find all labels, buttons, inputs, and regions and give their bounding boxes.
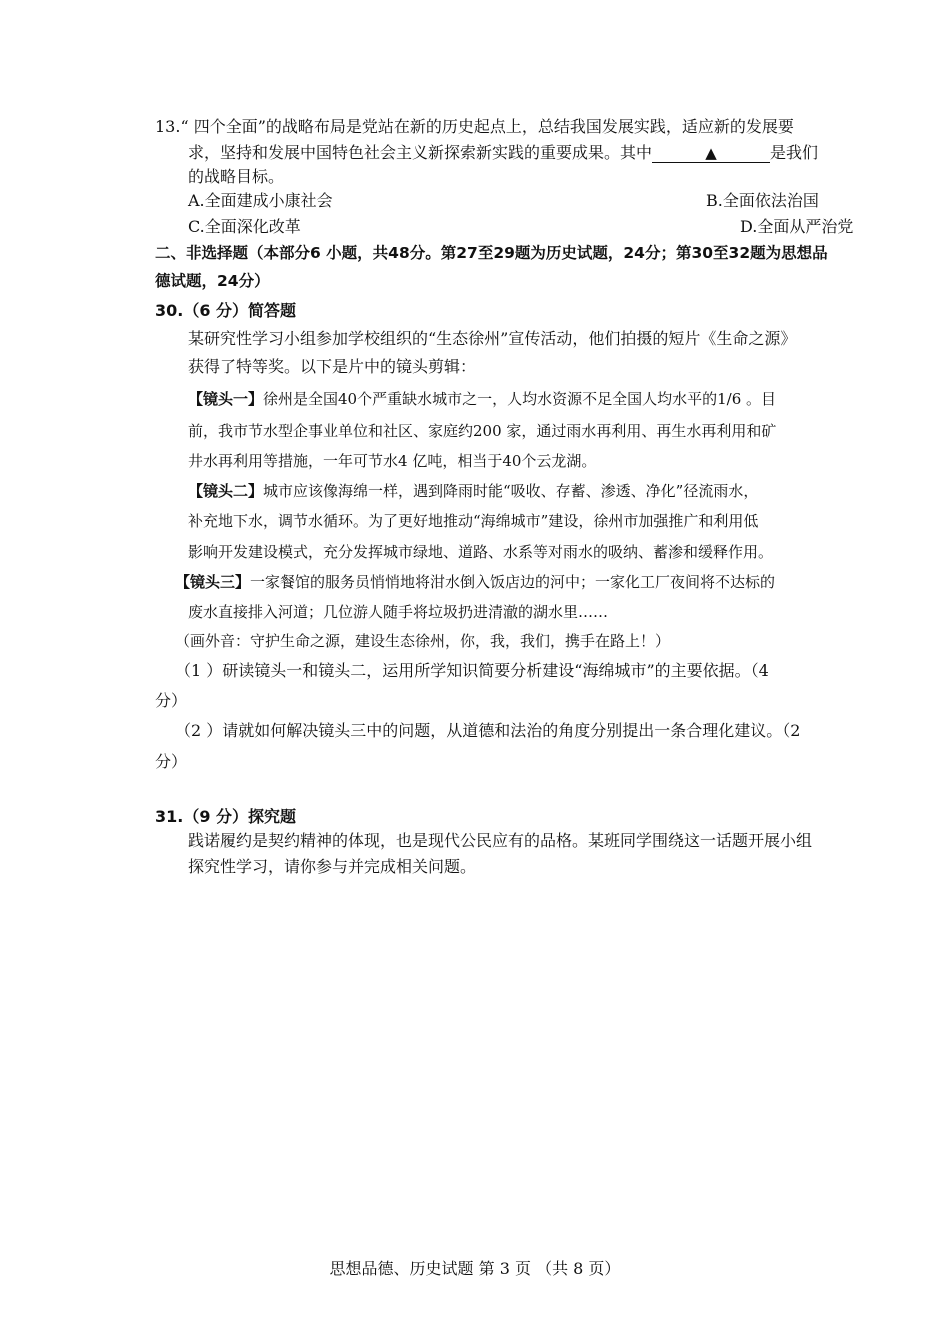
q30-intro-line-2: 获得了特等奖。以下是片中的镜头剪辑： (188, 357, 477, 376)
q13-line-3: 的战略目标。 (188, 167, 285, 186)
shot-1-label: 【镜头一】 (188, 390, 264, 408)
q13-option-b: B.全面依法治国 (706, 191, 819, 210)
q30-sub-1-line-1: （1 ）研读镜头一和镜头二，运用所学知识简要分析建设“海绵城市”的主要依据。（4 (175, 661, 769, 680)
shot-3-line-1 (175, 571, 775, 593)
shot-1-line-1 (188, 388, 776, 410)
shot-2-line-1 (188, 480, 758, 502)
q13-option-a: A.全面建成小康社会 (188, 191, 333, 210)
shot-3-text-1: 一家餐馆的服务员悄悄地将泔水倒入饭店边的河中；一家化工厂夜间将不达标的 (250, 573, 776, 591)
q30-sub-1-line-2: 分） (155, 691, 188, 710)
shot-3-label: 【镜头三】 (175, 573, 251, 591)
answer-blank (652, 144, 770, 163)
q13-line-2 (188, 142, 818, 164)
shot-2-line-2: 补充地下水，调节水循环。为了更好地推动“海绵城市”建设，徐州市加强推广和利用低 (188, 512, 759, 530)
shot-3-line-2: 废水直接排入河道；几位游人随手将垃圾扔进清澈的湖水里…… (188, 603, 609, 621)
q13-line-2-pre: 求，坚持和发展中国特色社会主义新探索新实践的重要成果。其中 (188, 143, 653, 162)
shot-1-line-3: 井水再利用等措施，一年可节水4 亿吨，相当于40个云龙湖。 (188, 452, 597, 470)
shot-1-text-1: 徐州是全国40个严重缺水城市之一，人均水资源不足全国人均水平的1/6 。目 (263, 390, 777, 408)
q13-line-1: 13.“ 四个全面”的战略布局是党站在新的历史起点上，总结我国发展实践，适应新的发展要 (155, 117, 794, 136)
page-footer: 思想品德、历史试题 第 3 页 （共 8 页） (329, 1259, 621, 1278)
section-2-heading-line-1: 二、非选择题（本部分6 小题，共48分。第27至29题为历史试题，24分；第30至32题为思想品 (155, 244, 828, 262)
q13-line-2-post: 是我们 (770, 143, 819, 162)
q31-line-2: 探究性学习，请你参与并完成相关问题。 (188, 857, 477, 876)
q31-title: 31.（9 分）探究题 (155, 807, 297, 826)
q30-title: 30.（6 分）简答题 (155, 301, 297, 320)
shot-1-line-2: 前，我市节水型企事业单位和社区、家庭约200 家，通过雨水再利用、再生水再利用和矿 (188, 422, 777, 440)
q31-line-1: 践诺履约是契约精神的体现，也是现代公民应有的品格。某班同学围绕这一话题开展小组 (188, 831, 813, 850)
triangle-marker-icon: ▲ (705, 144, 717, 162)
q30-sub-2-line-2: 分） (155, 752, 188, 771)
q30-intro-line-1: 某研究性学习小组参加学校组织的“生态徐州”宣传活动，他们拍摄的短片《生命之源》 (188, 329, 797, 348)
q30-sub-2-line-1: （2 ）请就如何解决镜头三中的问题，从道德和法治的角度分别提出一条合理化建议。（2 (175, 721, 801, 740)
voiceover-text: （画外音：守护生命之源，建设生态徐州，你，我，我们，携手在路上！） (175, 632, 671, 650)
q13-option-c: C.全面深化改革 (188, 217, 301, 236)
q13-option-d: D.全面从严治党 (740, 217, 854, 236)
shot-2-text-1: 城市应该像海绵一样，遇到降雨时能“吸收、存蓄、渗透、净化”径流雨水， (263, 482, 759, 500)
section-2-heading-line-2: 德试题，24分） (155, 272, 270, 290)
shot-2-label: 【镜头二】 (188, 482, 264, 500)
shot-2-line-3: 影响开发建设模式，充分发挥城市绿地、道路、水系等对雨水的吸纳、蓄渗和缓释作用。 (188, 543, 774, 561)
